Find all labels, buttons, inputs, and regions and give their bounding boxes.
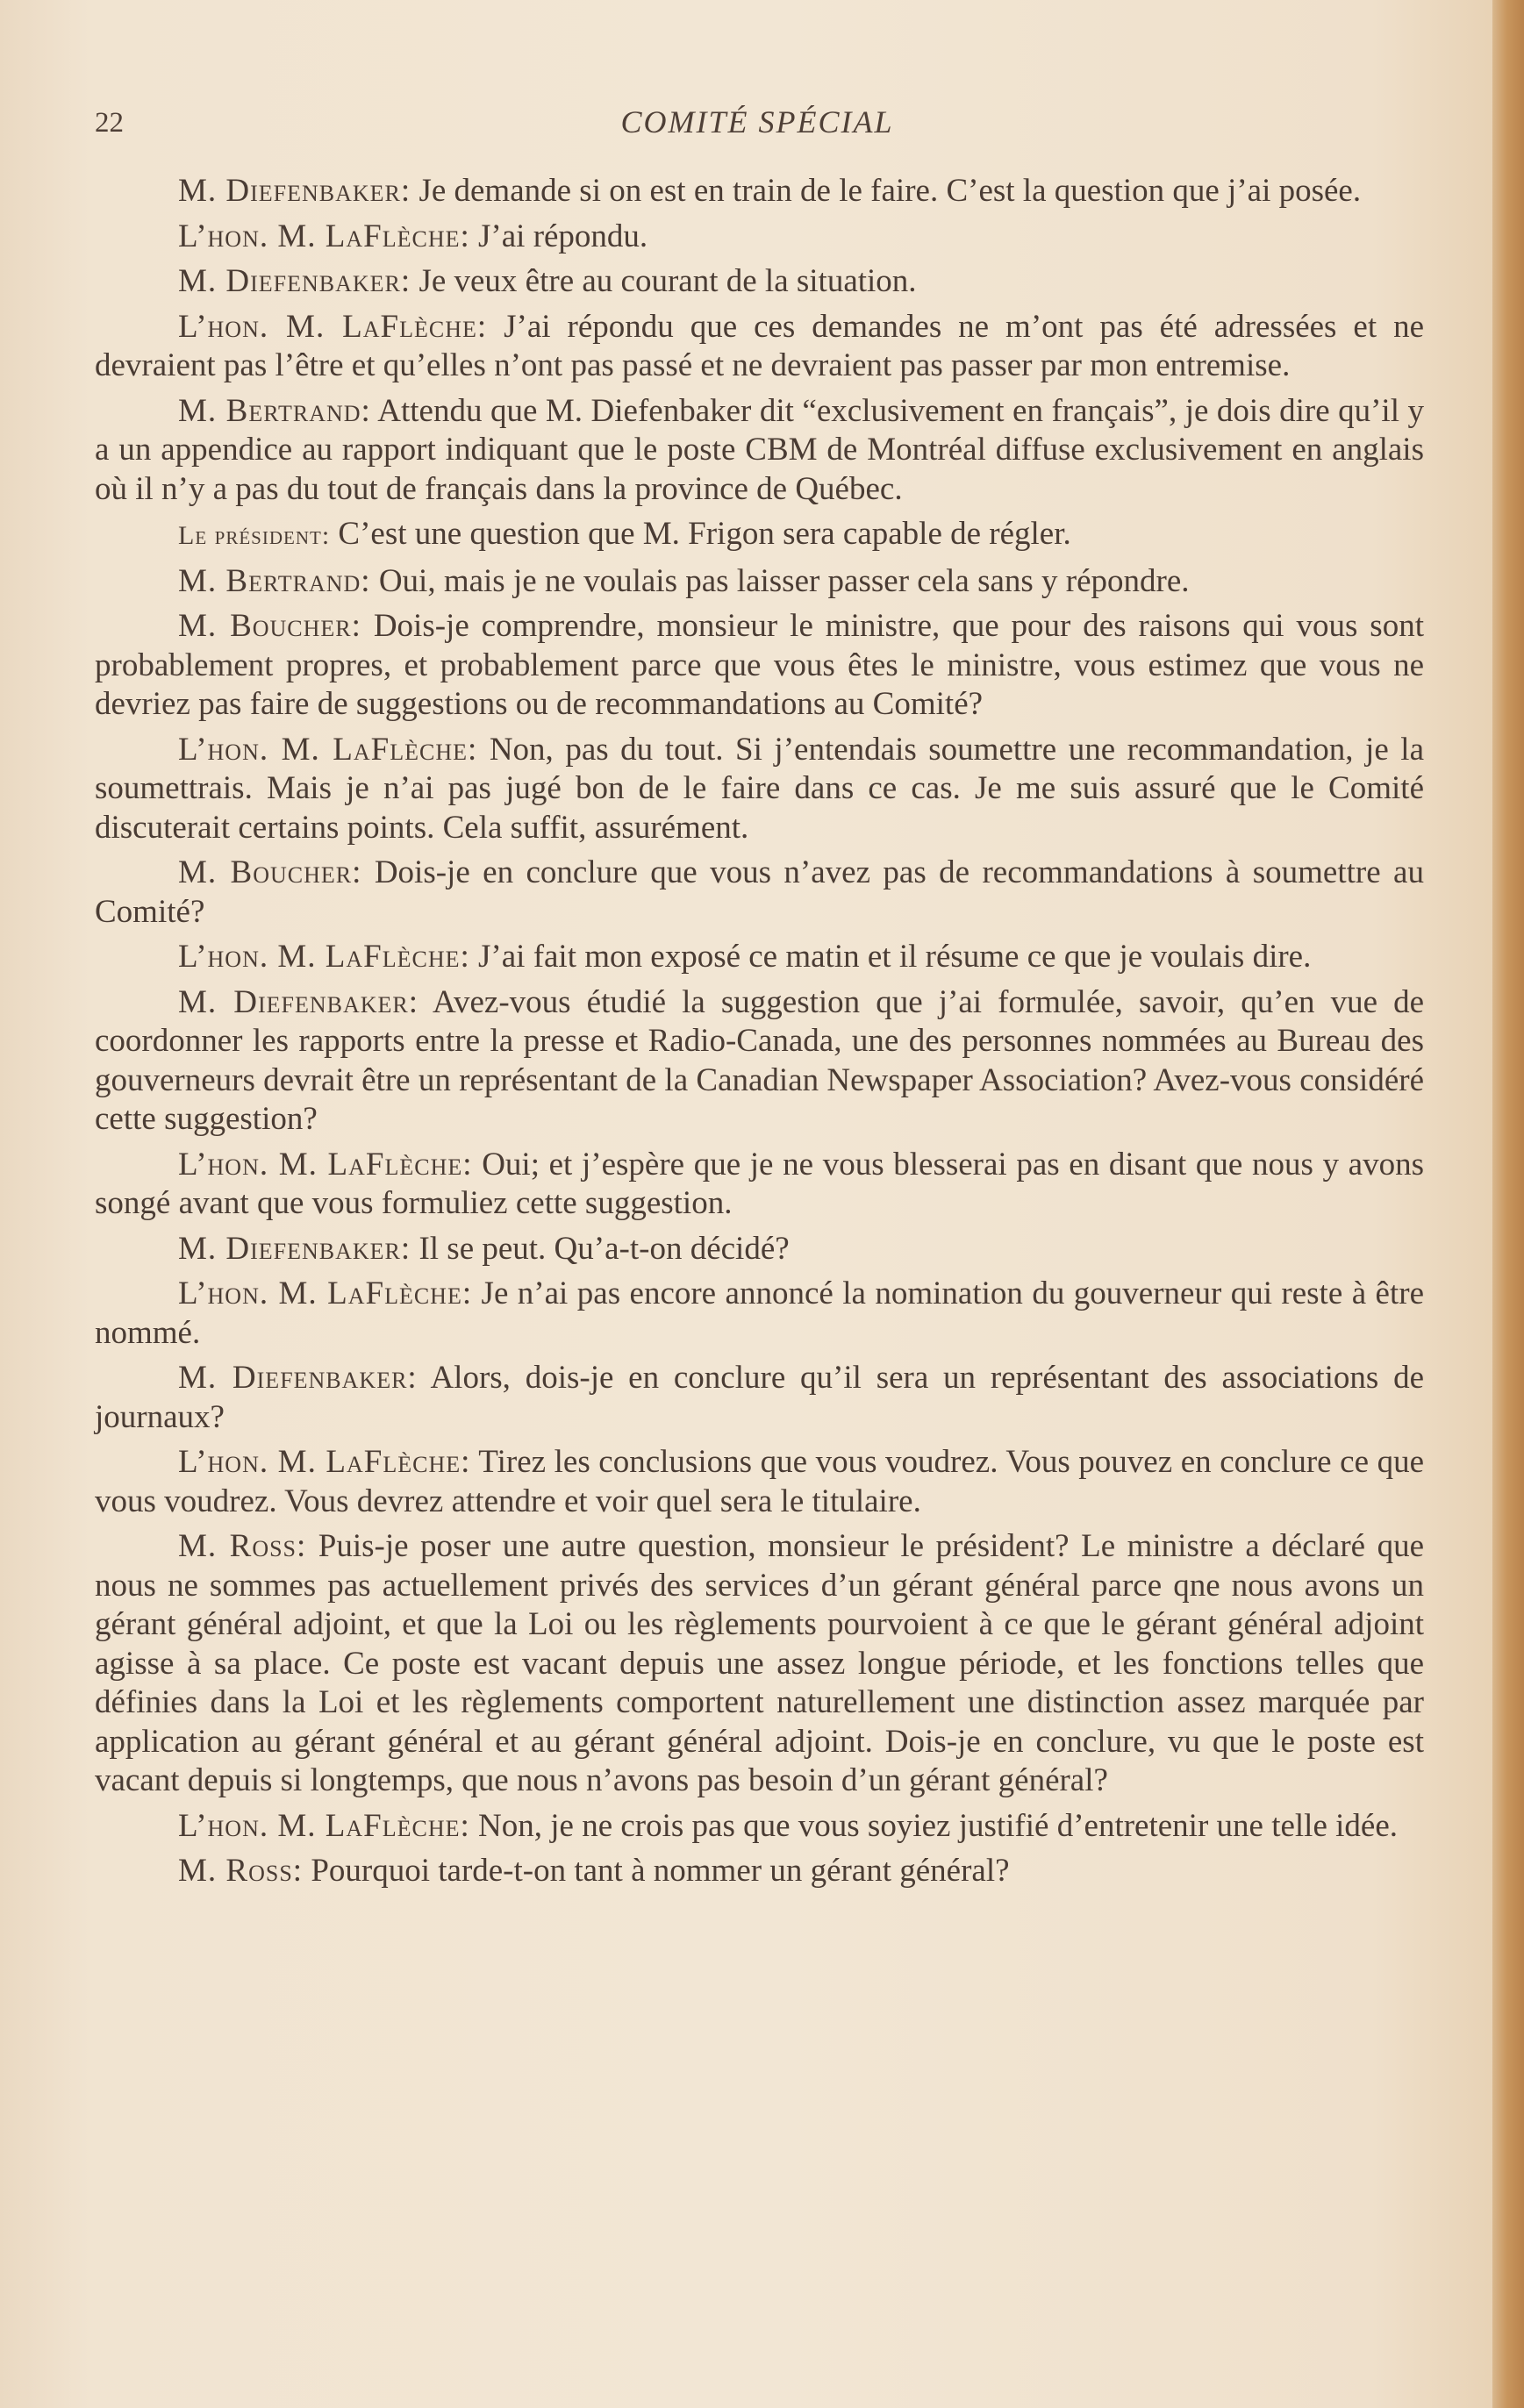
speaker-name: M. Boucher: — [178, 608, 361, 644]
paragraph-text: Pourquoi tarde-t-on tant à nommer un gérant général? — [303, 1853, 1010, 1889]
paragraph — [95, 172, 1424, 211]
speaker-name: L’hon. M. LaFlèche: — [178, 1146, 473, 1183]
paragraph-text: J’ai répondu. — [469, 218, 648, 254]
paragraph — [95, 1443, 1424, 1521]
paragraph — [95, 392, 1424, 510]
page-number: 22 — [95, 107, 124, 139]
paragraph-text: Il se peut. Qu’a-t-on décidé? — [411, 1230, 790, 1267]
speaker-name: M. Diefenbaker: — [178, 1360, 418, 1396]
paragraph — [95, 938, 1424, 977]
paragraph-text: J’ai fait mon exposé ce matin et il résume ce que je voulais dire. — [469, 939, 1312, 975]
speaker-name: M. Diefenbaker: — [178, 1230, 411, 1267]
page-header — [95, 98, 1420, 151]
paragraph — [95, 515, 1424, 556]
paragraph-text: Attendu que M. Diefenbaker dit “exclusivement en français”, je dois dire qu’il y a un appendice au rapport indiquant que le poste CBM de Montréal diffuse exclusivement en anglais où il n’y a pas du tout de français dans la province de Québec. — [95, 392, 1424, 507]
speaker-name: L’hon. M. LaFlèche: — [178, 939, 470, 975]
paragraph-text: Oui; et j’espère que je ne vous blesserai pas en disant que nous y avons songé avant que vous formuliez cette suggestion. — [95, 1146, 1424, 1221]
paragraph — [95, 731, 1424, 848]
paragraph — [95, 1852, 1424, 1891]
paragraph-text: Non, je ne crois pas que vous soyiez justifié d’entretenir une telle idée. — [469, 1807, 1399, 1844]
paragraph-text: Avez-vous étudié la suggestion que j’ai formulée, savoir, qu’en vue de coordonner les rapports entre la presse et Radio-Canada, une des personnes nommées au Bureau des gouverneurs devrait être un représentant de la Canadian Newspaper Association? Avez-vous considéré cette suggestion? — [95, 983, 1424, 1137]
page-body — [95, 172, 1424, 1897]
speaker-name: Le président: — [178, 521, 331, 550]
paragraph — [95, 1807, 1424, 1847]
running-head: COMITÉ SPÉCIAL — [620, 104, 894, 139]
paragraph-text: Je n’ai pas encore annoncé la nomination du gouverneur qui reste à être nommé. — [95, 1275, 1424, 1351]
paragraph-text: Alors, dois-je en conclure qu’il sera un représentant des associations de journaux? — [95, 1360, 1424, 1435]
speaker-name: L’hon. M. LaFlèche: — [178, 308, 488, 345]
paragraph — [95, 562, 1424, 602]
paragraph — [95, 854, 1424, 932]
speaker-name: L’hon. M. LaFlèche: — [178, 1807, 470, 1844]
paragraph-text: Non, pas du tout. Si j’entendais soumettre une recommandation, je la soumettrais. Mais je n’ai pas jugé bon de le faire dans ce cas. Je me suis assuré que le Comité discuterait certains points. Cela suffit, assurément. — [95, 731, 1424, 846]
page-edge — [1492, 0, 1524, 2408]
paragraph — [95, 308, 1424, 386]
speaker-name: M. Ross: — [178, 1853, 304, 1889]
paragraph — [95, 1230, 1424, 1269]
speaker-name: M. Diefenbaker: — [178, 173, 411, 209]
speaker-name: L’hon. M. LaFlèche: — [178, 1275, 473, 1311]
paragraph-text: Oui, mais je ne voulais pas laisser passer cela sans y répondre. — [370, 562, 1190, 599]
speaker-name: L’hon. M. LaFlèche: — [178, 218, 470, 254]
speaker-name: M. Bertrand: — [178, 392, 371, 429]
speaker-name: M. Ross: — [178, 1528, 307, 1564]
speaker-name: M. Boucher: — [178, 854, 362, 890]
paragraph-text: Puis-je poser une autre question, monsieur le président? Le ministre a déclaré que nous ne sommes pas actuellement privés des services d’un gérant général parce qne nous avons un gérant général adjoint, et que la Loi ou les règlements pourvoient à ce que le gérant général adjoint agisse à sa place. Ce poste est vacant depuis une assez longue période, et les fonctions telles que définies dans la Loi et les règlements comportent naturellement une distinction assez marquée par application au gérant général et au gérant général adjoint. Dois-je en conclure, vu que le poste est vacant depuis si longtemps, que nous n’avons pas besoin d’un gérant général? — [95, 1528, 1424, 1798]
speaker-name: L’hon. M. LaFlèche: — [178, 1444, 471, 1480]
speaker-name: M. Bertrand: — [178, 562, 371, 599]
paragraph — [95, 1146, 1424, 1224]
paragraph — [95, 1275, 1424, 1353]
paragraph-text: C’est une question que M. Frigon sera capable de régler. — [330, 516, 1071, 552]
paragraph — [95, 262, 1424, 302]
paragraph — [95, 1359, 1424, 1437]
paragraph-text: Je demande si on est en train de le faire. C’est la question que j’ai posée. — [411, 173, 1362, 209]
paragraph-text: Tirez les conclusions que vous voudrez. Vous pouvez en conclure ce que vous voudrez. Vous devrez attendre et voir quel sera le titulaire. — [95, 1444, 1424, 1519]
paragraph-text: Dois-je en conclure que vous n’avez pas de recommandations à soumettre au Comité? — [95, 854, 1424, 930]
paragraph-text: Dois-je comprendre, monsieur le ministre, que pour des raisons qui vous sont probablement propres, et probablement parce que vous êtes le ministre, vous estimez que vous ne devriez pas faire de suggestions ou de recommandations au Comité? — [95, 608, 1424, 722]
paragraph — [95, 218, 1424, 257]
paragraph — [95, 1527, 1424, 1801]
paragraph-text: Je veux être au courant de la situation. — [411, 263, 917, 299]
speaker-name: M. Diefenbaker: — [178, 263, 411, 299]
speaker-name: M. Diefenbaker: — [178, 983, 419, 1020]
paragraph-text: J’ai répondu que ces demandes ne m’ont pas été adressées et ne devraient pas l’être et qu’elles n’ont pas passé et ne devraient pas passer par mon entremise. — [95, 308, 1424, 383]
paragraph — [95, 607, 1424, 725]
speaker-name: L’hon. M. LaFlèche: — [178, 731, 478, 768]
paragraph — [95, 983, 1424, 1140]
